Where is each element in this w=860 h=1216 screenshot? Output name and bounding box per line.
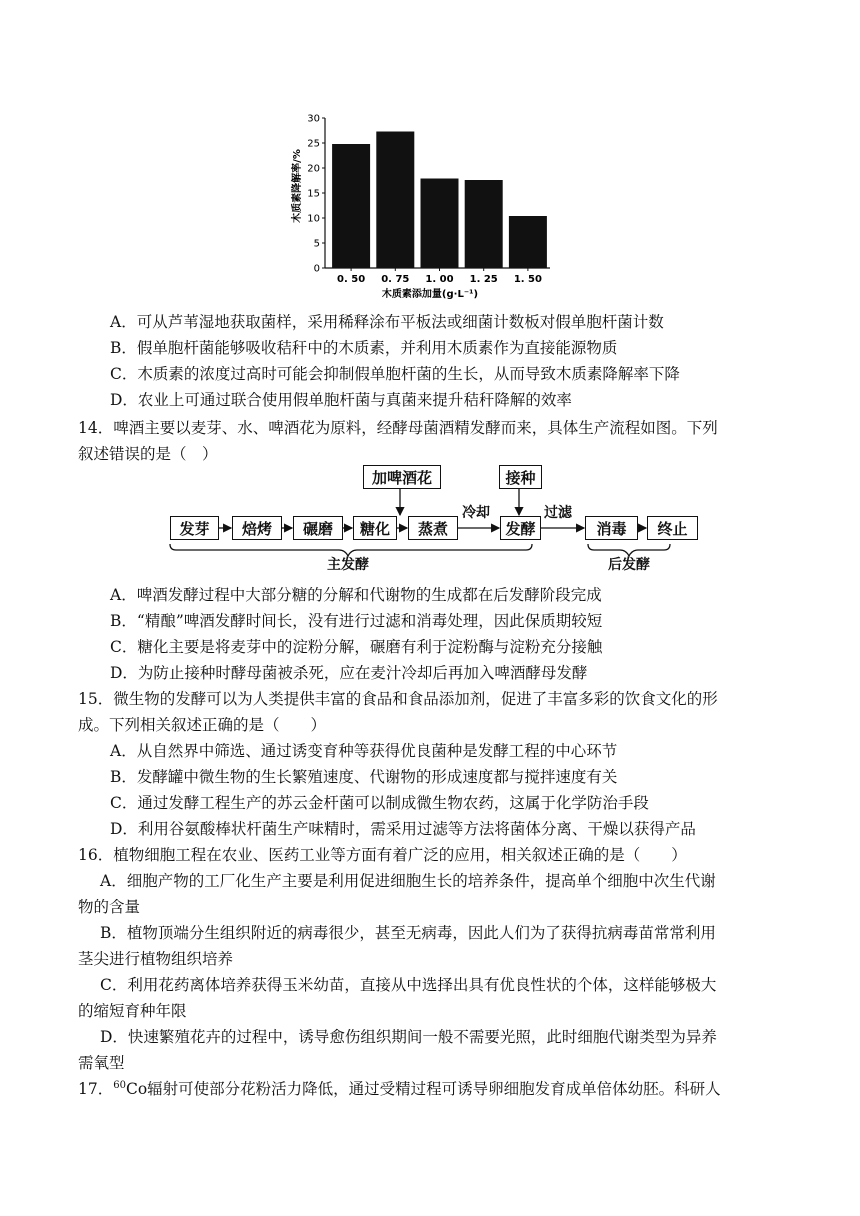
chart-y-tick-label: 0	[313, 263, 320, 275]
q17-isotope-mass: 60	[113, 1079, 126, 1091]
q16-option-b-line1: B．植物顶端分生组织附近的病毒很少，甚至无病毒，因此人们为了获得抗病毒苗常常利用	[100, 924, 716, 942]
flow-step-saccharification: 糖化	[353, 516, 397, 540]
chart-y-axis-label: 木质素降解率/%	[292, 149, 303, 223]
chart-x-tick-label: 1. 50	[513, 274, 542, 285]
chart-bar	[376, 132, 414, 269]
chart-x-tick-label: 1. 25	[469, 274, 498, 285]
q14-stem-line1: 14．啤酒主要以麦芽、水、啤酒花为原料，经酵母菌酒精发酵而来，具体生产流程如图。下列	[78, 419, 718, 437]
chart-bar	[509, 216, 547, 268]
flow-inoculate: 接种	[499, 465, 542, 489]
flow-label-post-fermentation: 后发酵	[608, 557, 650, 573]
q15-stem-line1: 15．微生物的发酵可以为人类提供丰富的食品和食品添加剂，促进了丰富多彩的饮食文化的形	[78, 690, 718, 708]
flow-step-boiling: 蒸煮	[408, 516, 458, 540]
flow-label-filtering: 过滤	[544, 505, 572, 521]
q14-stem-line2: 叙述错误的是（ ）	[78, 445, 218, 463]
q15-option-c: C．通过发酵工程生产的苏云金杆菌可以制成微生物农药，这属于化学防治手段	[110, 794, 649, 812]
flow-step-roasting: 焙烤	[232, 516, 282, 540]
chart-y-tick-label: 5	[313, 238, 320, 250]
flow-add-hops: 加啤酒花	[363, 465, 441, 489]
q17-text: Co辐射可使部分花粉活力降低，通过受精过程可诱导卵细胞发育成单倍体幼胚。科研人	[125, 1080, 721, 1098]
beer-production-flowchart	[164, 469, 704, 574]
q13-option-a: A．可从芦苇湿地获取菌样，采用稀释涂布平板法或细菌计数板对假单胞杆菌计数	[110, 313, 664, 331]
q16-stem: 16．植物细胞工程在农业、医药工业等方面有着广泛的应用，相关叙述正确的是（ ）	[78, 846, 687, 864]
q16-option-c-line2: 的缩短育种年限	[78, 1002, 187, 1020]
q14-option-c: C．糖化主要是将麦芽中的淀粉分解，碾磨有利于淀粉酶与淀粉充分接触	[110, 638, 603, 656]
q16-option-c-line1: C．利用花药离体培养获得玉米幼苗，直接从中选择出具有优良性状的个体，这样能够极大	[100, 976, 717, 994]
q16-option-b-line2: 茎尖进行植物组织培养	[78, 950, 234, 968]
chart-bar	[465, 180, 503, 268]
chart-y-tick-label: 30	[307, 113, 320, 125]
q15-option-b: B．发酵罐中微生物的生长繁殖速度、代谢物的形成速度都与搅拌速度有关	[110, 768, 618, 786]
flow-step-germination: 发芽	[170, 516, 219, 540]
flow-label-main-fermentation: 主发酵	[327, 557, 369, 573]
flow-step-termination: 终止	[647, 516, 698, 540]
q15-option-d: D．利用谷氨酸棒状杆菌生产味精时，需采用过滤等方法将菌体分离、干燥以获得产品	[110, 820, 696, 838]
chart-y-tick-label: 20	[307, 163, 320, 175]
q14-option-d: D．为防止接种时酵母菌被杀死，应在麦汁冷却后再加入啤酒酵母发酵	[110, 664, 588, 682]
q13-option-b: B．假单胞杆菌能够吸收秸秆中的木质素，并利用木质素作为直接能源物质	[110, 339, 618, 357]
q14-option-a: A．啤酒发酵过程中大部分糖的分解和代谢物的生成都在后发酵阶段完成	[110, 586, 602, 604]
chart-bar	[421, 179, 459, 269]
q13-option-c: C．木质素的浓度过高时可能会抑制假单胞杆菌的生长，从而导致木质素降解率下降	[110, 365, 680, 383]
flow-label-cooling: 冷却	[462, 505, 490, 521]
lignin-degradation-bar-chart	[282, 108, 552, 303]
chart-bar	[332, 144, 370, 268]
chart-x-tick-label: 0. 50	[337, 274, 366, 285]
chart-x-tick-label: 1. 00	[425, 274, 454, 285]
flow-step-disinfection: 消毒	[585, 516, 638, 540]
chart-x-tick-label: 0. 75	[381, 274, 410, 285]
chart-x-axis-label: 木质素添加量(g·L⁻¹)	[381, 289, 479, 300]
chart-y-ticks	[307, 114, 325, 275]
q16-option-a-line1: A．细胞产物的工厂化生产主要是利用促进细胞生长的培养条件，提高单个细胞中次生代谢	[100, 872, 716, 890]
q17-number: 17．	[78, 1080, 114, 1098]
chart-y-tick-label: 15	[307, 188, 320, 200]
q15-stem-line2: 成。下列相关叙述正确的是（ ）	[78, 716, 327, 734]
q16-option-d-line1: D．快速繁殖花卉的过程中，诱导愈伤组织期间一般不需要光照，此时细胞代谢类型为异养	[100, 1028, 717, 1046]
flow-step-milling: 碾磨	[293, 516, 343, 540]
q15-option-a: A．从自然界中筛选、通过诱变育种等获得优良菌种是发酵工程的中心环节	[110, 742, 618, 760]
q13-option-d: D．农业上可通过联合使用假单胞杆菌与真菌来提升秸秆降解的效率	[110, 391, 572, 409]
chart-bars	[332, 132, 547, 269]
chart-x-ticks	[337, 268, 542, 285]
q16-option-a-line2: 物的含量	[78, 898, 141, 916]
q16-option-d-line2: 需氧型	[78, 1054, 125, 1072]
flow-step-fermentation: 发酵	[500, 516, 541, 540]
q17-stem-line1	[78, 1076, 721, 1102]
q14-option-b: B．“精酿”啤酒发酵时间长，没有进行过滤和消毒处理，因此保质期较短	[110, 612, 603, 630]
chart-y-tick-label: 25	[307, 138, 320, 150]
chart-y-tick-label: 10	[307, 213, 320, 225]
